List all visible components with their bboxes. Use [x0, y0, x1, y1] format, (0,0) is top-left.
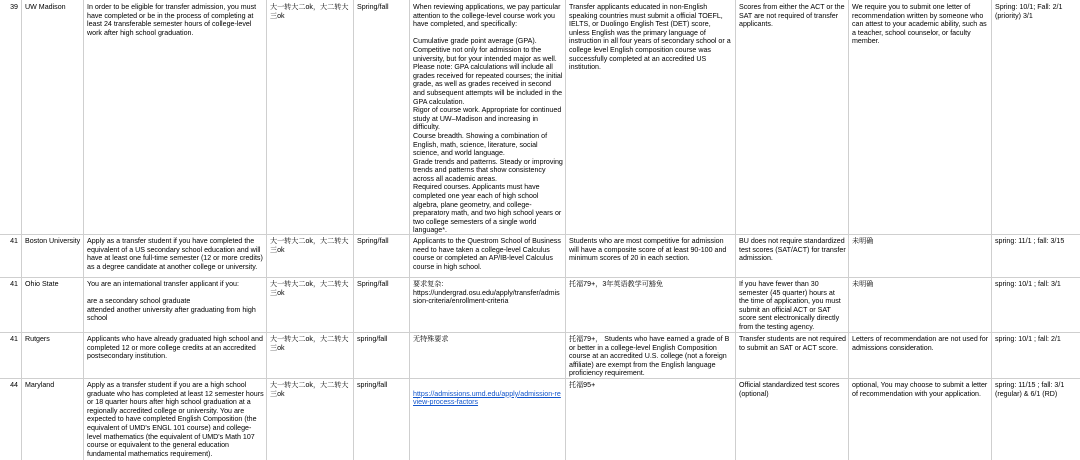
english-cell[interactable]: 托福79+，3年英语教学可豁免 [566, 277, 736, 332]
level-cell[interactable]: 大一转大二ok，大二转大三ok [267, 277, 354, 332]
table-row [0, 378, 1080, 460]
recommendation-cell[interactable]: We require you to submit one letter of recommendation written by someone who can attest to your academic ability, such as a teacher, school counselor, or faculty member. [849, 0, 992, 234]
table-row [0, 332, 1080, 379]
rank-cell[interactable]: 41 [0, 277, 22, 332]
deadline-cell[interactable]: spring: 10/1 ; fall: 2/1 [995, 335, 1061, 343]
english-cell[interactable]: Transfer applicants educated in non-English speaking countries must submit a official TOEFL, IELTS, or Duolingo English Test (DET) score, unless English was the primary language of instruction in all four years of secondary school or a college level English composition course was successfully completed at an accredited US institution. [566, 0, 736, 234]
eligibility-cell[interactable]: Apply as a transfer student if you have completed the equivalent of a US secondary school education and will have at least one full-time semester (12 or more credits) as a degree candidate at another college or university. [84, 234, 267, 277]
criteria-cell[interactable]: 要求复杂: https://undergrad.osu.edu/apply/transfer/admission-criteria/enrollment-criteria [410, 277, 566, 332]
semester-cell[interactable]: spring/fall [354, 332, 410, 378]
deadline-cell[interactable]: spring: 11/15 ; fall: 3/1 (regular) & 6/1 (RD) [995, 381, 1065, 398]
test-score-cell[interactable]: Transfer students are not required to submit an SAT or ACT score. [736, 332, 849, 378]
criteria-cell[interactable]: 无特殊要求 [410, 332, 566, 378]
english-cell[interactable]: 托福79+， Students who have earned a grade of B or better in a college-level English Composition course at an accredited U.S. college (not a foreign affiliate) are exempt from the English language proficiency requirement. [566, 332, 736, 378]
school-name-cell[interactable]: Boston University [22, 234, 84, 277]
school-name-cell[interactable]: Rutgers [22, 332, 84, 378]
rank-cell[interactable]: 39 [0, 0, 22, 234]
criteria-cell[interactable]: Applicants to the Questrom School of Business need to have taken a college-level Calculus course or completed an AP/IB-level Calculus course in high school. [410, 234, 566, 277]
deadline-cell[interactable]: spring: 11/1 ; fall: 3/15 [995, 237, 1065, 245]
criteria-cell[interactable]: When reviewing applications, we pay particular attention to the college-level course work you have completed, and specifically: Cumulative grade point average (GPA). Competitive not only for admission to the university, but for your intended major as well. Please note: GPA calculations will include all grades received for repeated courses; the initial grade, as well as grades received in second and subsequent attempts will be included in the GPA calculation. Rigor of course work. Appropriate for continued study at UW–Madison and increasing in difficulty. Course breadth. Showing a combination of English, math, science, literature, social science, and world language. Grade trends and patterns. Steady or improving trends and patterns that show consistency across all academic areas. Required courses. Applicants must have completed one year each of high school algebra, plane geometry, and college-preparatory math, and two high school years or two college semesters of a single world language*. [410, 0, 566, 234]
school-name-cell[interactable]: UW Madison [22, 0, 84, 234]
admission-review-link[interactable]: https://admissions.umd.edu/apply/admission-review-process-factors [413, 389, 561, 407]
level-cell[interactable]: 大一转大二ok，大二转大三ok [267, 378, 354, 460]
test-score-cell[interactable]: Official standardized test scores (optional) [736, 378, 849, 460]
criteria-cell[interactable] [410, 378, 566, 460]
eligibility-cell[interactable]: In order to be eligible for transfer admission, you must have completed or be in the process of completing at least 24 transferable semester hours of college-level work after high school graduation. [84, 0, 267, 234]
level-cell[interactable]: 大一转大二ok，大二转大三ok [267, 234, 354, 277]
rank-cell[interactable]: 41 [0, 332, 22, 378]
semester-cell[interactable]: Spring/fall [354, 0, 410, 234]
eligibility-cell[interactable]: You are an international transfer applicant if you: are a secondary school graduate attended another university after graduating from high school [84, 277, 267, 332]
test-score-cell[interactable]: Scores from either the ACT or the SAT are not required of transfer applicants. [736, 0, 849, 234]
deadline-cell[interactable]: spring: 10/1 ; fall: 3/1 [995, 280, 1061, 288]
semester-cell[interactable]: Spring/fall [354, 234, 410, 277]
deadline-cell[interactable]: Spring: 10/1; Fall: 2/1 (priority) 3/1 [995, 3, 1063, 20]
recommendation-cell[interactable]: Letters of recommendation are not used for admissions consideration. [849, 332, 992, 378]
english-cell[interactable]: 托福95+ [566, 378, 736, 460]
level-cell[interactable]: 大一转大二ok，大二转大三ok [267, 332, 354, 378]
level-cell[interactable]: 大一转大二ok，大二转大三ok [267, 0, 354, 234]
recommendation-cell[interactable]: optional, You may choose to submit a letter of recommendation with your application. [849, 378, 992, 460]
test-score-cell[interactable]: If you have fewer than 30 semester (45 quarter) hours at the time of application, you must submit an official ACT or SAT score sent electronically directly from the testing agency. [736, 277, 849, 332]
semester-cell[interactable]: spring/fall [354, 378, 410, 460]
test-score-cell[interactable]: BU does not require standardized test scores (SAT/ACT) for transfer admission. [736, 234, 849, 277]
english-cell[interactable]: Students who are most competitive for admission will have a composite score of at least 90-100 and minimum scores of 20 in each section. [566, 234, 736, 277]
eligibility-cell[interactable]: Applicants who have already graduated high school and completed 12 or more college credits at an accredited postsecondary institution. [84, 332, 267, 378]
school-name-cell[interactable]: Ohio State [22, 277, 84, 332]
rank-cell[interactable]: 44 [0, 378, 22, 460]
recommendation-cell[interactable]: 未明确 [849, 277, 992, 332]
rank-cell[interactable]: 41 [0, 234, 22, 277]
table-row [0, 234, 1080, 278]
eligibility-cell[interactable]: Apply as a transfer student if you are a high school graduate who has completed at least 12 semester hours or 18 quarter hours after high school graduation at a regionally accredited college or university. You are expected to have completed English Composition (the equivalent of UMD's ENGL 101 course) and college-level mathematics (the equivalent of UMD's Math 107 course or equivalent to the general education fundamental mathematics requirement). [84, 378, 267, 460]
table-row [0, 277, 1080, 333]
recommendation-cell[interactable]: 未明确 [849, 234, 992, 277]
semester-cell[interactable]: Spring/fall [354, 277, 410, 332]
school-name-cell[interactable]: Maryland [22, 378, 84, 460]
